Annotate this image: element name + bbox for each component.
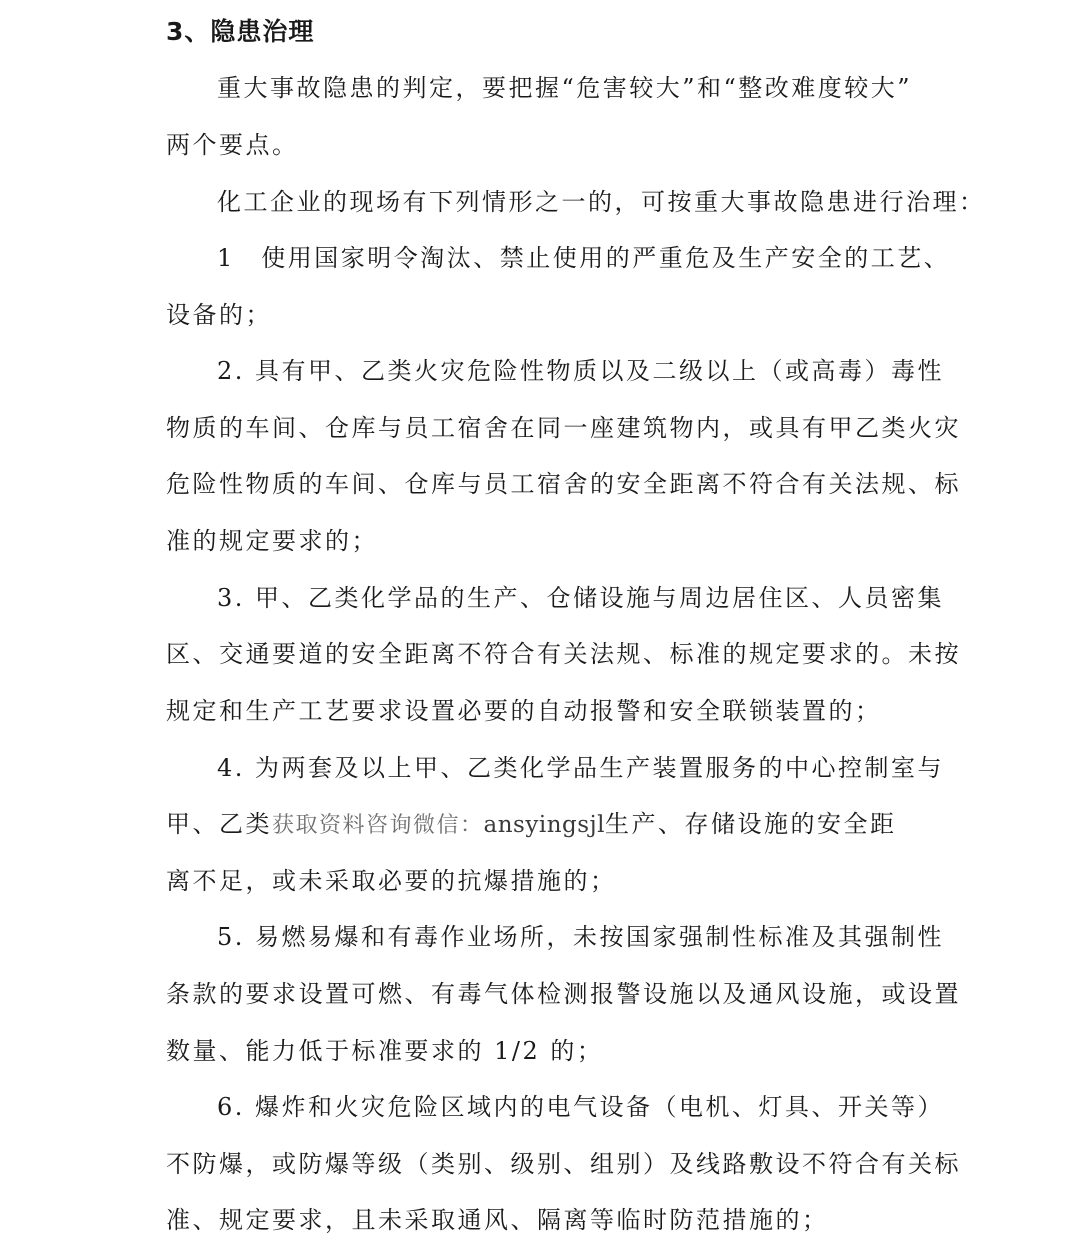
watermark-wechat-id: ansyingsjl bbox=[483, 812, 606, 838]
list-item-line: 危险性物质的车间、仓库与员工宿舍的安全距离不符合有关法规、标 bbox=[166, 470, 961, 498]
paragraph-line: 两个要点。 bbox=[166, 131, 299, 159]
list-item-line: 规定和生产工艺要求设置必要的自动报警和安全联锁装置的； bbox=[166, 697, 882, 725]
list-item-line: 数量、能力低于标准要求的 1/2 的； bbox=[166, 1037, 604, 1065]
list-item-line: 准、规定要求，且未采取通风、隔离等临时防范措施的； bbox=[166, 1206, 829, 1234]
list-item-line-with-watermark bbox=[166, 804, 897, 846]
watermark-text bbox=[272, 813, 605, 838]
list-item-line: 1 使用国家明令淘汰、禁止使用的严重危及生产安全的工艺、 bbox=[217, 244, 951, 272]
list-item-line: 4. 为两套及以上甲、乙类化学品生产装置服务的中心控制室与 bbox=[217, 754, 945, 782]
section-heading: 3、隐患治理 bbox=[166, 17, 315, 46]
list-item-line: 准的规定要求的； bbox=[166, 527, 378, 555]
paragraph-line: 化工企业的现场有下列情形之一的，可按重大事故隐患进行治理： bbox=[217, 188, 986, 216]
list-item-line: 物质的车间、仓库与员工宿舍在同一座建筑物内，或具有甲乙类火灾 bbox=[166, 414, 961, 442]
line-segment: 甲、乙类 bbox=[166, 810, 272, 838]
list-item-line: 不防爆，或防爆等级（类别、级别、组别）及线路敷设不符合有关标 bbox=[166, 1150, 961, 1178]
list-item-line: 设备的； bbox=[166, 301, 272, 329]
list-item-line: 5. 易燃易爆和有毒作业场所，未按国家强制性标准及其强制性 bbox=[217, 923, 945, 951]
list-item-line: 6. 爆炸和火灾危险区域内的电气设备（电机、灯具、开关等） bbox=[217, 1093, 945, 1121]
line-segment: 生产、存储设施的安全距 bbox=[605, 810, 897, 838]
list-item-line: 条款的要求设置可燃、有毒气体检测报警设施以及通风设施，或设置 bbox=[166, 980, 961, 1008]
list-item-line: 3. 甲、乙类化学品的生产、仓储设施与周边居住区、人员密集 bbox=[217, 584, 945, 612]
watermark-prefix: 获取资料咨询微信： bbox=[272, 813, 484, 838]
paragraph-line: 重大事故隐患的判定，要把握“危害较大”和“整改难度较大” bbox=[217, 74, 913, 102]
list-item-line: 离不足，或未采取必要的抗爆措施的； bbox=[166, 867, 617, 895]
list-item-line: 2. 具有甲、乙类火灾危险性物质以及二级以上（或高毒）毒性 bbox=[217, 357, 945, 385]
list-item-line: 区、交通要道的安全距离不符合有关法规、标准的规定要求的。未按 bbox=[166, 640, 961, 668]
